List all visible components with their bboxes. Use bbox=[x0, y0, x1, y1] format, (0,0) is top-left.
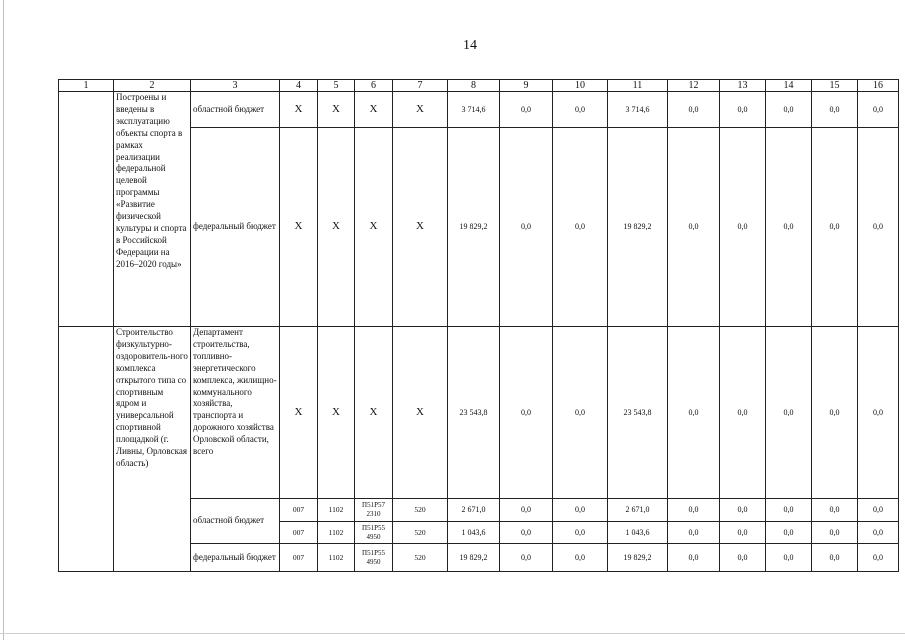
column-header-11: 11 bbox=[608, 80, 668, 92]
item-description: Построены и введены в эксплуатацию объекты спорта в рамках реализации федеральной целевой программы «Развитие физической культуры и спорта в Российской Федерации на 2016–2020 годы» bbox=[114, 92, 191, 327]
column-header-14: 14 bbox=[766, 80, 812, 92]
cell-value: 19 829,2 bbox=[448, 544, 500, 572]
funding-source: областной бюджет bbox=[191, 499, 280, 544]
cell-value: 0,0 bbox=[766, 92, 812, 128]
cell-value: 3 714,6 bbox=[448, 92, 500, 128]
cell-value: 0,0 bbox=[812, 327, 858, 499]
cell-value: X bbox=[280, 327, 318, 499]
cell-value: 23 543,8 bbox=[448, 327, 500, 499]
cell-value: 0,0 bbox=[500, 499, 553, 522]
column-header-1: 1 bbox=[59, 80, 114, 92]
cell-value: 0,0 bbox=[500, 92, 553, 128]
cell-value: 19 829,2 bbox=[448, 128, 500, 327]
funding-source: Департамент строительства, топливно-энергетического комплекса, жилищно-коммунального хозяйства, транспорта и дорожного хозяйства Орловской области, всего bbox=[191, 327, 280, 499]
column-header-10: 10 bbox=[553, 80, 608, 92]
cell-value: 0,0 bbox=[553, 499, 608, 522]
cell-value: 0,0 bbox=[500, 522, 553, 544]
cell-value: X bbox=[355, 128, 393, 327]
cell-value: 0,0 bbox=[668, 522, 720, 544]
cell-value: 23 543,8 bbox=[608, 327, 668, 499]
cell-value: X bbox=[318, 128, 355, 327]
cell-value: 007 bbox=[280, 544, 318, 572]
cell-value: X bbox=[280, 92, 318, 128]
cell-value: 0,0 bbox=[858, 92, 899, 128]
column-header-3: 3 bbox=[191, 80, 280, 92]
column-header-5: 5 bbox=[318, 80, 355, 92]
cell-value: X bbox=[393, 128, 448, 327]
cell-value: 0,0 bbox=[668, 327, 720, 499]
cell-value: 1102 bbox=[318, 544, 355, 572]
cell-value: 0,0 bbox=[858, 544, 899, 572]
cell-value: 0,0 bbox=[668, 499, 720, 522]
cell-value: 0,0 bbox=[720, 522, 766, 544]
cell-value: 0,0 bbox=[668, 92, 720, 128]
cell-value: П51Р55 4950 bbox=[355, 544, 393, 572]
cell-value: 520 bbox=[393, 499, 448, 522]
empty-cell bbox=[59, 327, 114, 572]
cell-value: П51Р55 4950 bbox=[355, 522, 393, 544]
cell-value: 0,0 bbox=[766, 544, 812, 572]
cell-value: 0,0 bbox=[553, 92, 608, 128]
cell-value: 1102 bbox=[318, 522, 355, 544]
table-header-row bbox=[59, 80, 899, 92]
cell-value: X bbox=[393, 92, 448, 128]
item-description: Строительство физкультурно-оздоровитель-ного комплекса открытого типа со спортивным ядром и универсальной спортивной площадкой (г. Ливны, Орловская область) bbox=[114, 327, 191, 572]
cell-value: 0,0 bbox=[766, 499, 812, 522]
cell-value: 2 671,0 bbox=[608, 499, 668, 522]
cell-value: 0,0 bbox=[858, 522, 899, 544]
empty-cell bbox=[59, 92, 114, 327]
cell-value: 0,0 bbox=[766, 128, 812, 327]
cell-value: 1 043,6 bbox=[448, 522, 500, 544]
column-header-7: 7 bbox=[393, 80, 448, 92]
cell-value: 0,0 bbox=[766, 522, 812, 544]
budget-table bbox=[58, 79, 899, 572]
cell-value: X bbox=[280, 128, 318, 327]
cell-value: 0,0 bbox=[720, 499, 766, 522]
page-number: 14 bbox=[463, 38, 477, 53]
column-header-4: 4 bbox=[280, 80, 318, 92]
cell-value: 0,0 bbox=[858, 327, 899, 499]
table-row bbox=[59, 327, 899, 499]
table-row bbox=[59, 92, 899, 128]
cell-value: 0,0 bbox=[720, 92, 766, 128]
column-header-8: 8 bbox=[448, 80, 500, 92]
column-header-6: 6 bbox=[355, 80, 393, 92]
cell-value: 0,0 bbox=[553, 522, 608, 544]
cell-value: 0,0 bbox=[720, 128, 766, 327]
cell-value: 007 bbox=[280, 522, 318, 544]
cell-value: 0,0 bbox=[553, 544, 608, 572]
cell-value: 0,0 bbox=[500, 128, 553, 327]
cell-value: 1102 bbox=[318, 499, 355, 522]
page-left-edge bbox=[3, 0, 4, 640]
cell-value: 0,0 bbox=[766, 327, 812, 499]
cell-value: 0,0 bbox=[812, 92, 858, 128]
cell-value: 0,0 bbox=[720, 544, 766, 572]
funding-source: областной бюджет bbox=[191, 92, 280, 128]
cell-value: 007 bbox=[280, 499, 318, 522]
column-header-15: 15 bbox=[812, 80, 858, 92]
cell-value: X bbox=[355, 327, 393, 499]
column-header-9: 9 bbox=[500, 80, 553, 92]
cell-value: 0,0 bbox=[553, 327, 608, 499]
cell-value: П51Р57 2310 bbox=[355, 499, 393, 522]
cell-value: X bbox=[355, 92, 393, 128]
cell-value: 520 bbox=[393, 544, 448, 572]
cell-value: 0,0 bbox=[553, 128, 608, 327]
cell-value: 520 bbox=[393, 522, 448, 544]
column-header-12: 12 bbox=[668, 80, 720, 92]
cell-value: 0,0 bbox=[858, 128, 899, 327]
cell-value: 0,0 bbox=[812, 128, 858, 327]
cell-value: 0,0 bbox=[500, 327, 553, 499]
cell-value: 0,0 bbox=[668, 544, 720, 572]
cell-value: 0,0 bbox=[720, 327, 766, 499]
cell-value: 3 714,6 bbox=[608, 92, 668, 128]
cell-value: 0,0 bbox=[668, 128, 720, 327]
cell-value: X bbox=[318, 327, 355, 499]
cell-value: 0,0 bbox=[812, 544, 858, 572]
cell-value: 19 829,2 bbox=[608, 544, 668, 572]
cell-value: 0,0 bbox=[500, 544, 553, 572]
funding-source: федеральный бюджет bbox=[191, 128, 280, 327]
cell-value: 19 829,2 bbox=[608, 128, 668, 327]
cell-value: 0,0 bbox=[812, 522, 858, 544]
cell-value: X bbox=[393, 327, 448, 499]
funding-source: федеральный бюджет bbox=[191, 544, 280, 572]
cell-value: 0,0 bbox=[812, 499, 858, 522]
cell-value: X bbox=[318, 92, 355, 128]
column-header-16: 16 bbox=[858, 80, 899, 92]
column-header-13: 13 bbox=[720, 80, 766, 92]
cell-value: 1 043,6 bbox=[608, 522, 668, 544]
column-header-2: 2 bbox=[114, 80, 191, 92]
page-bottom-edge bbox=[0, 633, 905, 634]
cell-value: 2 671,0 bbox=[448, 499, 500, 522]
cell-value: 0,0 bbox=[858, 499, 899, 522]
